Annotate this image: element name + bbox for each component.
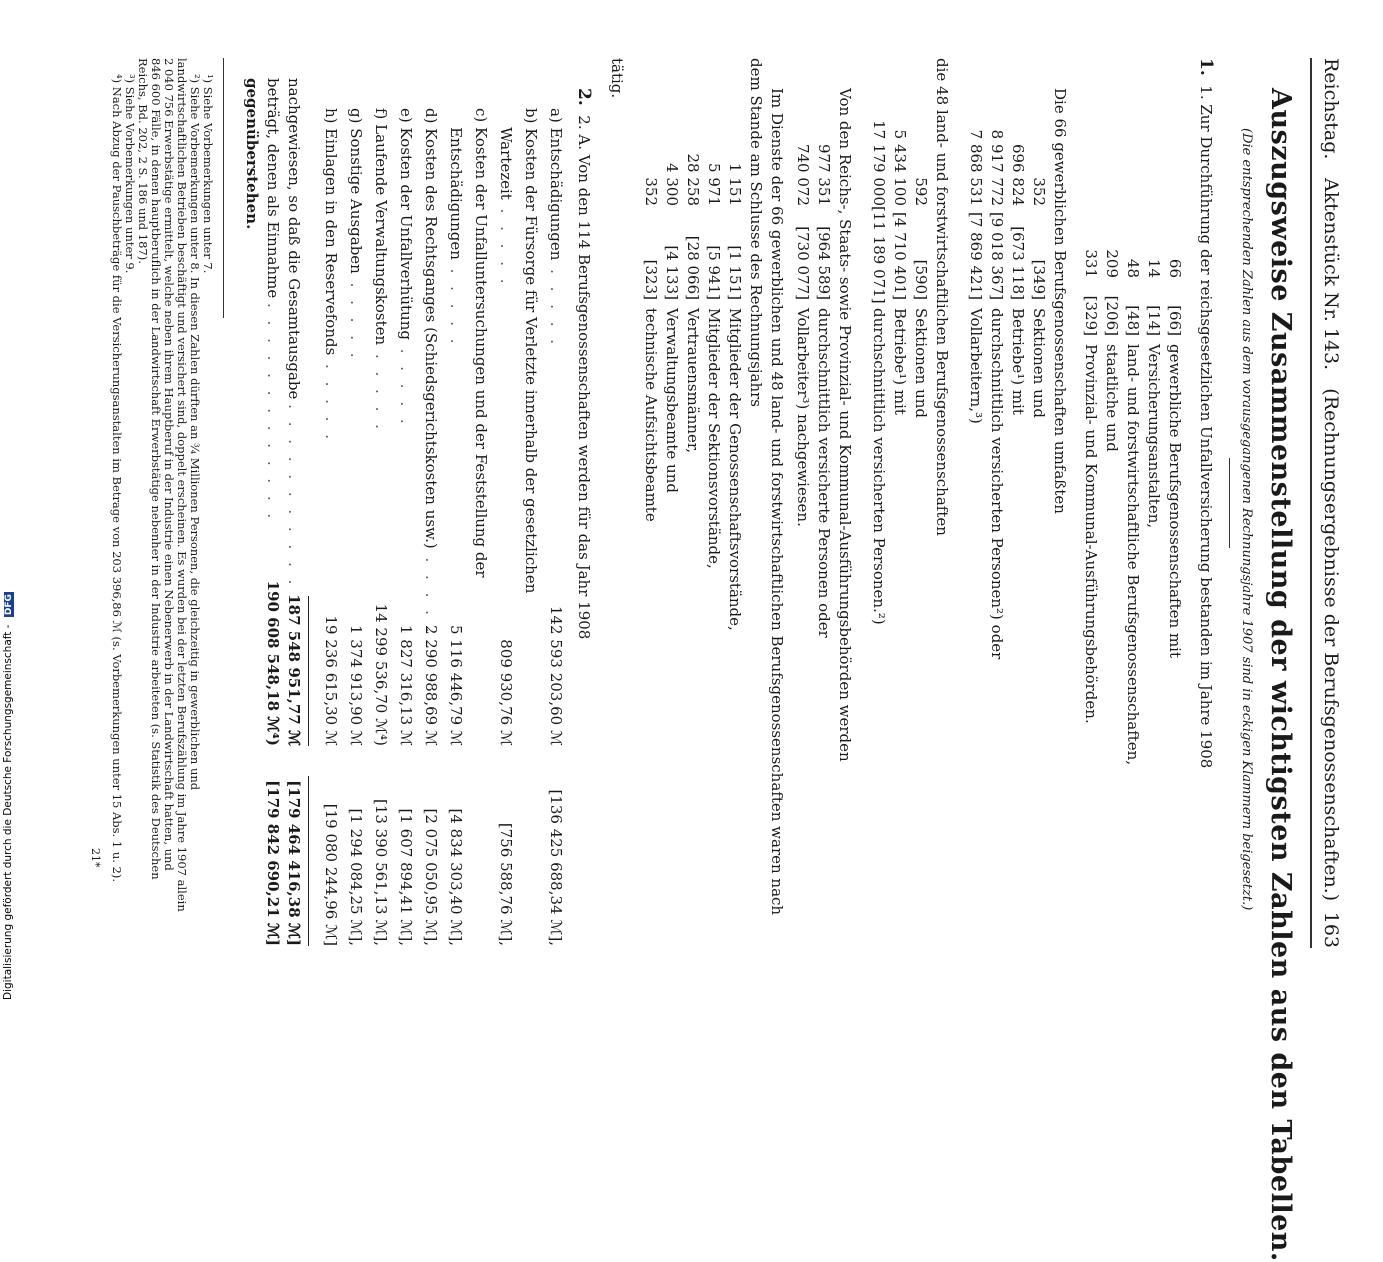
institution-value: 14	[1145, 258, 1163, 278]
gew-prev: [349]	[1030, 259, 1048, 300]
section1-dienst-intro: Im Dienste der 66 gewerblichen und 48 land- und forstwirtschaftlichen Berufsgenossenschaften waren nach	[768, 88, 786, 916]
dienst-prev: [5 941]	[705, 245, 723, 300]
institution-value: 209	[1103, 249, 1121, 278]
section2-intro: 2. 2. A. Von den 114 Berufsgenossenschaften werden für das Jahr 1908	[574, 88, 594, 640]
digitization-sidebar	[0, 0, 16, 1000]
expense-value: 142 593 203,60 ℳ	[547, 605, 565, 746]
expense-value: 1 374 913,90 ℳ	[347, 624, 365, 746]
expense-prev: [1 607 894,41 ℳ],	[397, 808, 415, 946]
institution-label: staatliche und	[1103, 344, 1121, 452]
expense-value: 2 290 988,69 ℳ	[422, 624, 440, 746]
dienst-prev: [1 151]	[726, 245, 744, 300]
reich-row	[794, 118, 812, 527]
gew-prev: [9 018 367]	[988, 211, 1006, 300]
footnote-line: Reichs, Bd. 202, 2 S. 186 und 187).	[136, 58, 150, 264]
expense-label: Entschädigungen . . . . .	[447, 108, 465, 348]
sum-rule-value	[308, 596, 309, 746]
institution-label: Provinzial- und Kommunal-Ausführungsbehörden.	[1082, 344, 1100, 724]
expense-label: d) Kosten des Rechtsganges (Schiedsgerichtskosten usw.) . . . . .	[422, 108, 440, 637]
header-aktenstueck: Aktenstück Nr. 143. (Rechnungsergebnisse der Berufsgenossenschaften.)	[1320, 178, 1342, 902]
expense-label: h) Einlagen in den Reservefonds . . . . .	[322, 108, 340, 443]
taetig-text: tätig.	[608, 58, 626, 99]
land-value: 5 434 100	[891, 129, 909, 206]
institution-value: 66	[1166, 258, 1184, 278]
gew-label: Betriebe¹) mit	[1009, 308, 1027, 415]
expense-prev: [756 588,76 ℳ],	[497, 822, 515, 946]
land-label: Sektionen und	[912, 308, 930, 418]
expense-label: g) Sonstige Ausgaben . . . . .	[347, 108, 365, 362]
gew-value: 696 824	[1009, 143, 1027, 206]
expense-label: Wartezeit . . . . .	[497, 108, 515, 288]
income-text: beträgt, denen als Einnahme . . . . . . . . . . . . .	[264, 78, 282, 523]
institution-row	[1124, 218, 1142, 765]
title-rule	[1229, 458, 1230, 548]
institution-row	[1103, 218, 1121, 452]
dienst-label: Mitglieder der Genossenschaftsvorstände,	[726, 308, 744, 631]
land-label: durchschnittlich versicherten Personen.²)	[870, 308, 888, 625]
dienst-row	[663, 118, 681, 493]
section1-land-intro: die 48 land- und forstwirtschaftlichen Berufsgenossenschaften	[933, 58, 951, 536]
expense-value: 19 236 615,30 ℳ	[322, 615, 340, 746]
land-label: Betriebe¹) mit	[891, 308, 909, 415]
land-prev: [11 189 071]	[870, 206, 888, 304]
institution-prev: [66]	[1166, 305, 1184, 336]
institution-label: land- und forstwirtschaftliche Berufsgenossenschaften,	[1124, 344, 1142, 766]
total-value: 187 548 951,77 ℳ	[285, 594, 303, 746]
gew-row	[988, 118, 1006, 659]
institution-row	[1166, 218, 1184, 658]
dfg-logo: DFG	[4, 594, 14, 616]
gew-prev: [7 869 421]	[967, 211, 985, 300]
dienst-prev: [323]	[642, 259, 660, 300]
reich-row	[815, 118, 833, 638]
footnote-rule	[223, 58, 224, 318]
document-title: Auszugsweise Zusammenstellung der wichtigsten Zahlen aus den Tabellen.	[1265, 88, 1296, 1262]
dienst-prev: [4 133]	[663, 245, 681, 300]
institution-prev: [48]	[1124, 305, 1142, 336]
dienst-value: 352	[642, 177, 660, 206]
section1-dienst-intro2: dem Stande am Schlusse des Rechnungsjahrs	[747, 58, 765, 407]
dienst-value: 1 151	[726, 163, 744, 206]
expense-label: f) Laufende Verwaltungskosten . . . . .	[372, 108, 390, 433]
gew-label: durchschnittlich versicherten Personen²) oder	[988, 308, 1006, 660]
expense-prev: [136 425 688,34 ℳ],	[547, 789, 565, 946]
page-number: 163	[1320, 911, 1342, 948]
reich-label: Vollarbeiter³) nachgewiesen.	[794, 308, 812, 527]
institution-label: Versicherungsanstalten,	[1145, 344, 1163, 529]
income-text2: gegenüberstehen.	[243, 78, 261, 230]
footnote-line: 846 600 Fälle, in denen hauptberuflich in der Landwirtschaft Erwerbstätige nebenher in der Industrie arbeiteten (s. Statistik des Deutschen	[149, 58, 163, 880]
dienst-value: 5 971	[705, 163, 723, 206]
expense-label: a) Entschädigungen . . . . .	[547, 108, 565, 349]
expense-value: 1 827 316,13 ℳ	[397, 624, 415, 746]
section1-intro: 1. 1. Zur Durchführung der reichsgesetzlichen Unfallversicherung bestanden im Jahre 1908	[1196, 58, 1216, 769]
dienst-label: Mitglieder der Sektionsvorstände,	[705, 308, 723, 569]
reich-label: durchschnittlich versicherte Personen oder	[815, 308, 833, 638]
gew-prev: [673 118]	[1009, 226, 1027, 300]
dienst-row	[726, 118, 744, 631]
land-prev: [4 710 401]	[891, 211, 909, 300]
expense-value: 5 116 446,79 ℳ	[447, 624, 465, 746]
dienst-row	[705, 118, 723, 569]
footnotes	[110, 58, 214, 912]
footnote-line: ²) Siehe Vorbemerkungen unter 8. In diesen Zahlen dürften an ¾ Millionen Personen, die gleichzeitig in gewerblichen und	[188, 74, 202, 791]
sum-rule-prev	[308, 776, 309, 946]
land-value: 592	[912, 177, 930, 206]
document-subtitle: (Die entsprechenden Zahlen aus dem vorausgegangenen Rechnungsjahre 1907 sind in eckigen Klammern beigesetzt.)	[1239, 128, 1254, 911]
institution-row	[1082, 218, 1100, 724]
total-prev: [179 464 416,38 ℳ]	[285, 780, 303, 946]
expense-value: 809 930,76 ℳ	[497, 639, 515, 746]
total-text: nachgewiesen, so daß die Gesamtausgabe . . . . . . . . . . .	[285, 78, 303, 589]
land-row	[912, 118, 930, 418]
reich-value: 740 072	[794, 143, 812, 206]
land-row	[891, 118, 909, 415]
gew-value: 7 868 531	[967, 129, 985, 206]
land-value: 17 179 000	[870, 120, 888, 206]
header-reichstag: Reichstag.	[1320, 58, 1342, 160]
gew-value: 352	[1030, 177, 1048, 206]
gew-label: Sektionen und	[1030, 308, 1048, 418]
footnote-line: 2 040 756 Erwerbstätige ermittelt, welche neben ihrem Hauptberuf in der Industrie einen Nebenerwerb in der Landwirtschaft hatten, und	[162, 58, 176, 871]
expense-prev: [4 834 303,40 ℳ],	[447, 808, 465, 946]
income-value: 190 608 548,18 ℳ⁴)	[264, 580, 282, 746]
footnote-line: landwirtschaftlichen Betrieben beschäftigt und versichert sind, doppelt erscheinen. Es wurden bei der letzten Berufszählung im Jahre 1907 allein	[175, 58, 189, 912]
document-page	[17, 58, 1342, 1262]
footnote-line: ¹) Siehe Vorbemerkungen unter 7.	[201, 74, 215, 274]
reich-prev: [964 589]	[815, 226, 833, 300]
reich-prev: [730 077]	[794, 226, 812, 300]
dienst-value: 28 258	[684, 153, 702, 206]
section1-gew-intro: Die 66 gewerblichen Berufsgenossenschaften umfaßten	[1051, 88, 1069, 514]
expense-label: c) Kosten der Unfalluntersuchungen und der Feststellung der	[472, 108, 490, 578]
dienst-label: Verwaltungsbeamte und	[663, 308, 681, 493]
land-row	[870, 118, 888, 625]
gew-value: 8 917 772	[988, 129, 1006, 206]
dienst-value: 4 300	[663, 163, 681, 206]
dienst-prev: [28 066]	[684, 235, 702, 300]
institution-prev: [329]	[1082, 295, 1100, 336]
land-prev: [590]	[912, 259, 930, 300]
income-prev: [179 842 690,21 ℳ]	[264, 780, 282, 946]
expense-prev: [2 075 050,95 ℳ],	[422, 808, 440, 946]
expense-prev: [1 294 084,25 ℳ],	[347, 808, 365, 946]
institution-prev: [14]	[1145, 305, 1163, 336]
gew-row	[1009, 118, 1027, 415]
signature-mark: 21*	[89, 848, 102, 868]
dienst-row	[684, 118, 702, 453]
expense-label: e) Kosten der Unfallverhütung . . . . .	[397, 108, 415, 428]
institution-prev: [206]	[1103, 295, 1121, 336]
dienst-label: Vertrauensmänner,	[684, 308, 702, 454]
gew-label: Vollarbeitern,³)	[967, 308, 985, 424]
reich-value: 977 351	[815, 143, 833, 206]
footnote-line: ⁴) Nach Abzug der Pauschbeträge für die Versicherungsanstalten im Betrage von 203 396,86 ℳ (s. Vorbemerkungen unter 15 Abs. 1 u. 2).	[110, 74, 124, 883]
gew-row	[967, 118, 985, 424]
expense-prev: [19 080 244,96 ℳ]	[322, 803, 340, 946]
institution-value: 48	[1124, 258, 1142, 278]
expense-prev: [13 390 561,13 ℳ],	[372, 798, 390, 946]
header-rule	[1310, 58, 1312, 948]
section1-reich-intro: Von den Reichs-, Staats- sowie Provinzial- und Kommunal-Ausführungsbehörden werden	[836, 88, 854, 762]
institution-label: gewerbliche Berufsgenossenschaften mit	[1166, 344, 1184, 658]
expense-value: 14 299 536,70 ℳ⁴)	[372, 603, 390, 746]
institution-value: 331	[1082, 249, 1100, 278]
dienst-row	[642, 118, 660, 522]
digitization-credit: Digitalisierung gefördert durch die Deutsche Forschungsgemeinschaft -	[2, 624, 14, 1000]
expense-label: b) Kosten der Fürsorge für Verletzte innerhalb der gesetzlichen	[522, 108, 540, 594]
institution-row	[1145, 218, 1163, 528]
gew-row	[1030, 118, 1048, 418]
footnote-line: ³) Siehe Vorbemerkungen unter 9.	[123, 74, 137, 274]
dienst-label: technische Aufsichtsbeamte	[642, 308, 660, 522]
